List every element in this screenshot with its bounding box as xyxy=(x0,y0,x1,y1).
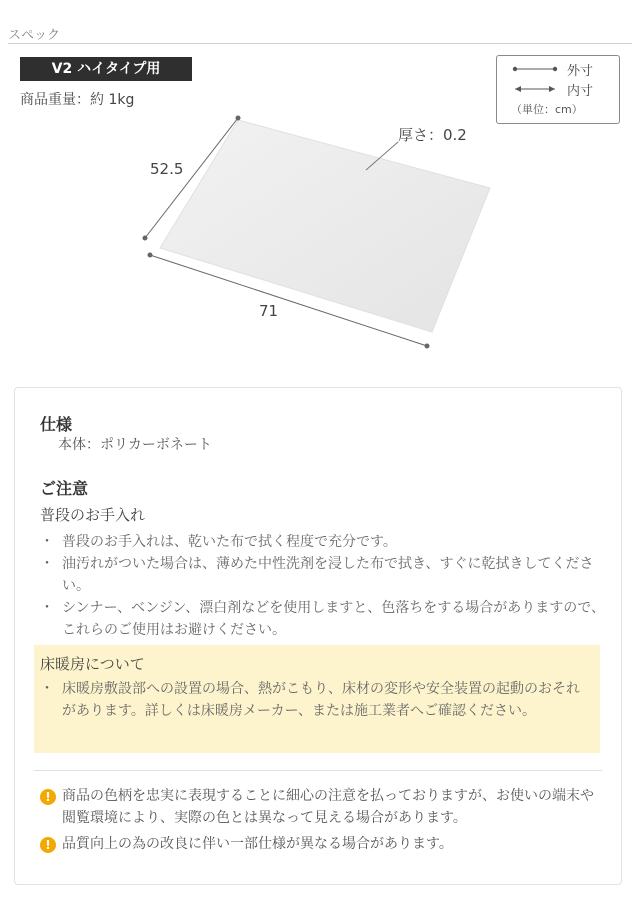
caution-title: ご注意 xyxy=(40,479,89,498)
notice-item: 商品の色柄を忠実に表現することに細心の注意を払っておりますが、お使いの端末や閲覧環境により、実際の色とは異なって見える場合があります。 xyxy=(62,788,594,826)
notice-item: 品質向上の為の改良に伴い一部仕様が異なる場合があります。 xyxy=(62,836,453,852)
care-heading: 普段のお手入れ xyxy=(40,506,146,524)
notice-list xyxy=(40,785,606,875)
legend-inner-label: 内寸 xyxy=(567,84,594,99)
section-title: スペック xyxy=(8,28,61,43)
thickness-label: 厚さ：0.2 xyxy=(398,126,467,144)
exclamation-icon: ! xyxy=(40,789,56,805)
spec-title: 仕様 xyxy=(40,415,73,434)
mat-plate-shape xyxy=(160,120,490,332)
product-weight: 商品重量：約 1kg xyxy=(20,92,135,108)
model-badge: V2 ハイタイプ用 xyxy=(20,57,192,81)
product-diagram xyxy=(0,0,640,370)
floor-heating-warning: 床暖房について ・ 床暖房敷設部への設置の場合、熱がこもり、床材の変形や安全装置の起動のおそれがあります。詳しくは床暖房メーカー、または施工業者へご確認ください。 xyxy=(34,645,600,753)
exclamation-icon: ! xyxy=(40,837,56,853)
legend-outer-label: 外寸 xyxy=(567,64,594,79)
spec-material: 本体：ポリカーボネート xyxy=(58,437,212,453)
legend-unit-label: （単位：cm） xyxy=(511,103,583,116)
care-list: ・ 普段のお手入れは、乾いた布で拭く程度で充分です。 ・ 油汚れがついた場合は、薄めた中性洗剤を浸した布で拭き、すぐに乾拭きしてください。 ・ シンナー、ベンジン、漂白剤などを使用しますと、色落ちをする場合がありますので、これらのご使用はお避けください。 xyxy=(40,534,605,638)
floor-heating-heading: 床暖房について xyxy=(40,655,145,673)
width-label: 71 xyxy=(259,302,279,320)
depth-label: 52.5 xyxy=(150,160,184,178)
notice-divider xyxy=(34,770,602,771)
